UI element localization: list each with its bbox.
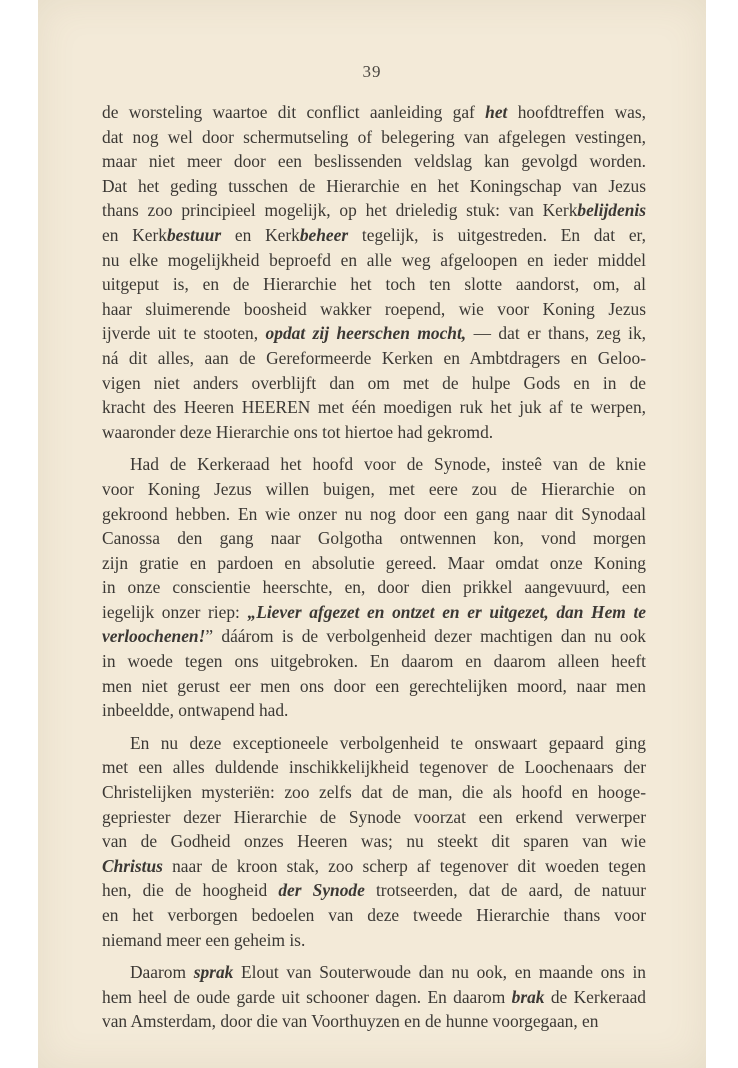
text-span: naar de kroon stak, zoo scherp af tegenover dit woeden tegen [162,855,646,876]
paragraph-gap [102,444,646,452]
text-line [102,248,646,273]
italic-text: verloochenen! [102,626,206,647]
italic-text: het [485,102,508,122]
text-span: in woede tegen ons uitgebroken. En daarom en daarom alleen heeft [102,651,646,672]
text-span: waaronder deze Hierarchie ons tot hiertoe had gekromd. [102,421,494,442]
text-line [102,674,646,699]
text-span: trotseerden, dat de aard, de natuur [364,880,646,901]
paragraph-gap [102,952,646,960]
text-line [102,960,646,985]
text-line [102,903,646,928]
text-line [102,297,646,322]
text-line [102,624,646,649]
text-span: in onze conscientie heerschte, en, door dien prikkel aangevuurd, een [102,577,646,598]
text-span: Christelijken mysteriën: zoo zelfs dat de man, die als hoofd en hooge- [102,782,646,803]
text-line [102,731,646,756]
text-line [102,198,646,223]
text-span: tegelijk, is uitgestreden. En dat er, [348,224,646,245]
text-line [102,780,646,805]
text-line [102,125,646,150]
text-line [102,526,646,551]
text-span: hem heel de oude garde uit schooner dagen. En daarom [102,986,512,1007]
text-span: hoofdtreffen was, [507,102,646,122]
text-line [102,928,646,953]
text-span: vigen niet anders overblijft dan om met de hulpe Gods en in de [102,372,646,393]
text-line [102,223,646,248]
text-line [102,805,646,830]
text-line [102,477,646,502]
text-span: de worsteling waartoe dit conflict aanleiding gaf [102,102,486,122]
text-line [102,575,646,600]
text-span: de Kerkeraad [544,986,646,1007]
text-span: nu elke mogelijkheid beproefd en alle weg afgeloopen en ieder middel [102,249,646,270]
text-span: en het verborgen bedoelen van deze tweede Hierarchie thans voor [102,905,646,925]
text-line [102,1009,646,1034]
italic-text: brak [511,986,545,1007]
book-page [38,0,706,1068]
text-span: niemand meer een geheim is. [102,929,306,950]
text-line [102,395,646,420]
text-span: Canossa den gang naar Golgotha ontwennen kon, vond morgen [102,528,646,549]
text-span: iegelijk onzer riep: [102,601,248,622]
text-line [102,371,646,396]
text-span: zijn gratie en pardoen en absolutie gereed. Maar omdat onze Koning [102,552,646,573]
paragraph [102,960,646,1034]
text-span: gekroond hebben. En wie onzer nu nog door een gang naar dit Synodaal [102,503,646,524]
text-span: van de Godheid onzes Heeren was; nu steekt dit sparen van wie [102,831,646,852]
text-line [102,321,646,346]
text-span: ijverde uit te stooten, [102,323,266,344]
page-number: 39 [362,62,382,81]
paragraph [102,731,646,952]
italic-text: opdat zij heerschen mocht, [265,323,467,344]
text-line [102,174,646,199]
text-span: thans zoo principieel mogelijk, op het drieledig stuk: van Kerk [102,200,578,221]
text-span: haar sluimerende boosheid wakker roepend, wie voor Koning Jezus [102,298,646,319]
text-span: gepriester dezer Hierarchie de Synode voorzat een erkend verwerper [102,806,646,827]
text-span: maar niet meer door een beslissenden veldslag kan gevolgd worden. [102,151,646,172]
text-line [102,149,646,174]
text-line [102,346,646,371]
paragraph [102,100,646,444]
text-span: En nu deze exceptioneele verbolgenheid te onswaart gepaard ging [130,732,646,753]
text-span: en Kerk [221,224,300,245]
text-span: Daarom [130,962,194,983]
page-body-text [102,100,646,1034]
text-span: kracht des Heeren HEEREN met één moedigen ruk het juk af te werpen, [102,397,646,418]
text-line [102,755,646,780]
text-span: en Kerk [102,224,167,245]
text-span: men niet gerust eer men ons door een gerechtelijken moord, naar men [102,675,646,696]
text-span: Had de Kerkeraad het hoofd voor de Synode, insteê van de knie [130,454,646,475]
text-line [102,600,646,625]
text-span: dat nog wel door schermutseling of belegering van afgelegen vestingen, [102,126,646,147]
italic-text: beheer [299,224,349,245]
italic-text: „Liever afgezet en ontzet en er uitgezet, dan Hem te [247,601,646,622]
paragraph [102,452,646,723]
text-line [102,551,646,576]
text-line [102,420,646,445]
italic-text: sprak [193,962,234,983]
text-line [102,272,646,297]
text-span: met een alles duldende inschikkelijkheid tegenover de Loochenaars der [102,757,646,778]
text-span: ná dit alles, aan de Gereformeerde Kerken en Ambtdragers en Geloo- [102,347,646,368]
text-line [102,698,646,723]
italic-text: belijdenis [577,200,646,221]
text-span: Dat het geding tusschen de Hierarchie en het Koningschap van Jezus [102,175,646,196]
text-line [102,854,646,879]
text-line [102,829,646,854]
paragraph-gap [102,723,646,731]
text-span: uitgeput is, en de Hierarchie het toch ten slotte aandorst, om, al [102,274,646,295]
text-span: van Amsterdam, door die van Voorthuyzen en de hunne voorgegaan, en [102,1011,599,1032]
italic-text: der Synode [278,880,365,901]
text-span: inbeeldde, ontwapend had. [102,700,289,721]
text-line [102,985,646,1010]
text-span: ” dáárom is de verbolgenheid dezer machtigen dan nu ook [205,626,646,647]
text-line [102,649,646,674]
italic-text: bestuur [166,224,222,245]
text-span: Elout van Souterwoude dan nu ook, en maande ons in [233,962,646,983]
text-span: voor Koning Jezus willen buigen, met eere zou de Hierarchie on [102,478,646,499]
text-span: hen, die de hoogheid [102,880,279,901]
text-line [102,878,646,903]
italic-text: Christus [102,855,163,876]
text-line [102,452,646,477]
text-line [102,502,646,527]
text-line [102,100,646,125]
text-span: — dat er thans, zeg ik, [466,323,646,344]
